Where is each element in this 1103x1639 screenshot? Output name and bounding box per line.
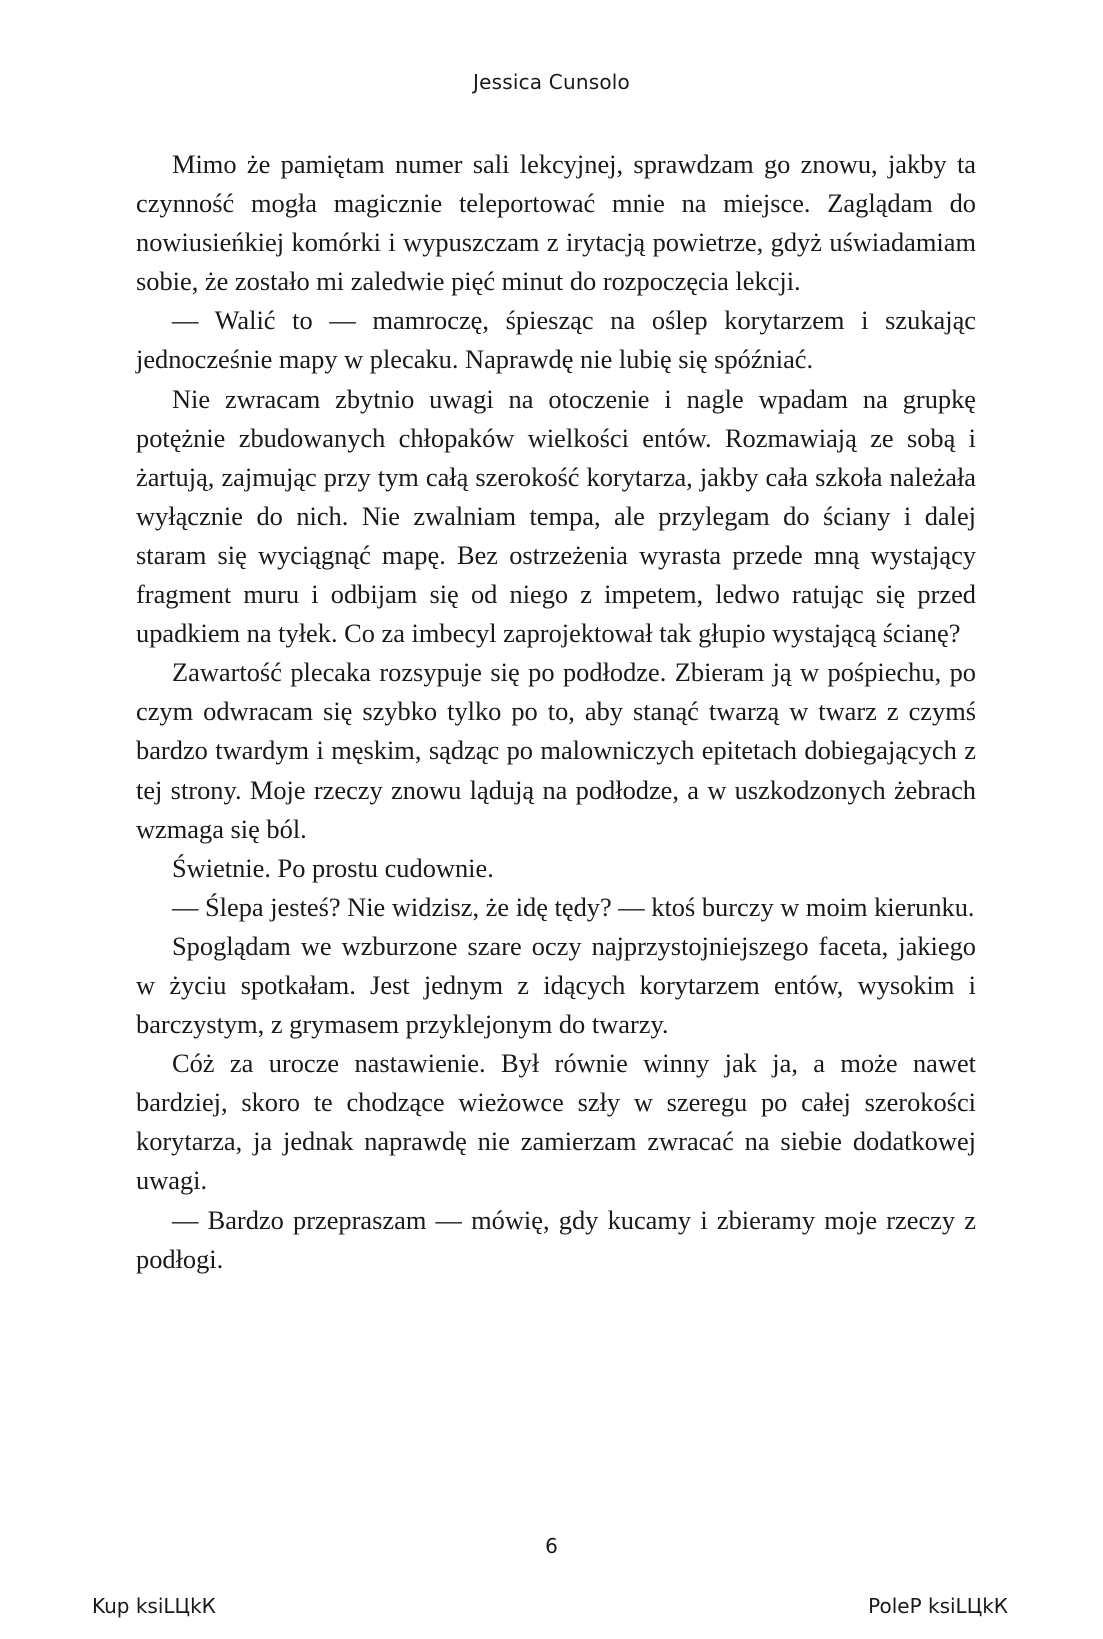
paragraph: Świetnie. Po prostu cudownie. bbox=[172, 852, 494, 883]
recommend-book-link[interactable]: PoleP ksiLЦkК bbox=[868, 1594, 1008, 1618]
paragraph: Cóż za urocze nastawienie. Był równie winny jak ja, a może nawet bardziej, skoro te chodzące wieżowce szły w szeregu po całej szerokości korytarza, ja jednak naprawdę nie zamierzam zwracać na siebie dodatkowej uwagi. bbox=[136, 1048, 976, 1196]
running-header-author: Jessica Cunsolo bbox=[473, 70, 630, 94]
paragraph: Spoglądam we wzburzone szare oczy najprzystojniejszego faceta, jakiego w życiu spotkałam. Jest jednym z idących korytarzem entów, wysokim i barczystym, z grymasem przyklejonym do twarzy. bbox=[136, 930, 976, 1040]
paragraph: Nie zwracam zbytnio uwagi na otoczenie i nagle wpadam na grupkę potężnie zbudowanych chłopaków wielkości entów. Rozmawiają ze sobą i żartują, zajmując przy tym całą szerokość korytarza, jakby cała szkoła należała wyłącznie do nich. Nie zwalniam tempa, ale przylegam do ściany i dalej staram się wyciągnąć mapę. Bez ostrzeżenia wyrasta przede mną wystający fragment muru i odbijam się od niego z impetem, ledwo ratując się przed upadkiem na tyłek. Co za imbecyl zaprojektował tak głupio wystającą ścianę? bbox=[136, 383, 976, 649]
paragraph: Zawartość plecaka rozsypuje się po podłodze. Zbieram ją w pośpiechu, po czym odwracam się szybko tylko po to, aby stanąć twarzą w twarz z czymś bardzo twardym i męskim, sądząc po malowniczych epitetach dobiegających z tej strony. Moje rzeczy znowu lądują na podłodze, a w uszkodzonych żebrach wzmaga się ból. bbox=[136, 657, 976, 844]
paragraph: — Ślepa jesteś? Nie widzisz, że idę tędy? — ktoś burczy w moim kierunku. bbox=[172, 891, 975, 922]
page-number: 6 bbox=[545, 1534, 558, 1558]
paragraph: — Walić to — mamroczę, śpiesząc na oślep korytarzem i szukając jednocześnie mapy w plecaku. Naprawdę nie lubię się spóźniać. bbox=[136, 305, 976, 375]
paragraph: — Bardzo przepraszam — mówię, gdy kucamy i zbieramy moje rzeczy z podłogi. bbox=[136, 1204, 976, 1274]
chapter-body-text bbox=[136, 145, 976, 1279]
paragraph: Mimo że pamiętam numer sali lekcyjnej, sprawdzam go znowu, jakby ta czynność mogła magicznie teleportować mnie na miejsce. Zaglądam do nowiusieńkiej komórki i wypuszczam z irytacją powietrze, gdyż uświadamiam sobie, że zostało mi zaledwie pięć minut do rozpoczęcia lekcji. bbox=[136, 149, 976, 297]
buy-book-link[interactable]: Kup ksiLЦkК bbox=[92, 1594, 216, 1618]
